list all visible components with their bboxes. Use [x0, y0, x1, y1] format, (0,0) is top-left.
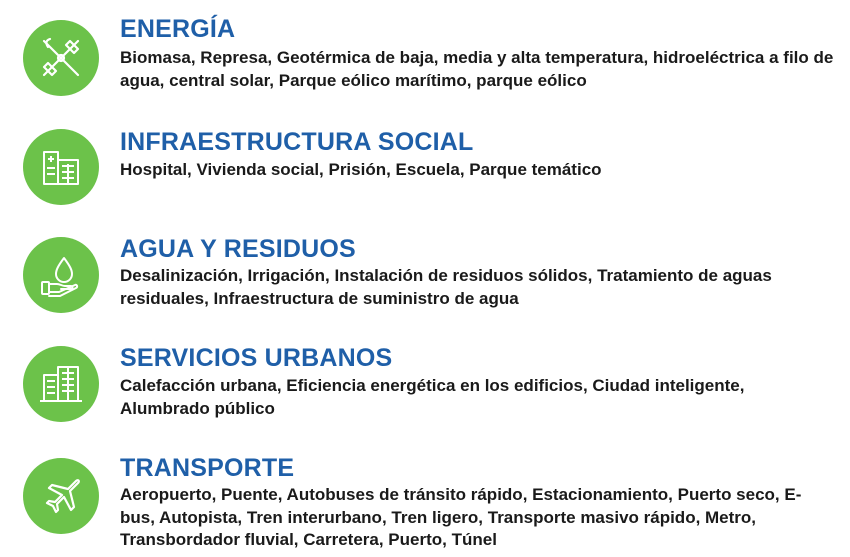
airplane-icon — [36, 471, 86, 521]
urban-circle — [23, 346, 99, 422]
section-description: Aeropuerto, Puente, Autobuses de tránsito rápido, Estacionamiento, Puerto seco, E-bus, Autopista, Tren interurbano, Tren ligero, Transporte masivo rápido, Metro, Transbordador fluvial, Carretera, Puerto, Túnel — [120, 485, 802, 549]
transport-circle — [23, 458, 99, 534]
section-description: Biomasa, Represa, Geotérmica de baja, media y alta temperatura, hidroeléctrica a filo de agua, central solar, Parque eólico marítimo, parque eólico — [120, 48, 834, 90]
section-description: Hospital, Vivienda social, Prisión, Escuela, Parque temático — [120, 160, 602, 179]
wind-turbine-icon — [36, 33, 86, 83]
social-circle — [23, 129, 99, 205]
section-description: Desalinización, Irrigación, Instalación de residuos sólidos, Tratamiento de aguas residuales, Infraestructura de suministro de agua — [120, 266, 772, 308]
water-circle — [23, 237, 99, 313]
water-drop-hand-icon — [36, 250, 86, 300]
section-title: TRANSPORTE — [120, 454, 295, 482]
city-buildings-icon — [36, 359, 86, 409]
section-title: ENERGÍA — [120, 15, 236, 43]
energy-circle — [23, 20, 99, 96]
section-title: INFRAESTRUCTURA SOCIAL — [120, 128, 474, 156]
section-title: SERVICIOS URBANOS — [120, 344, 393, 372]
section-description: Calefacción urbana, Eficiencia energética en los edificios, Ciudad inteligente, Alumbrado público — [120, 376, 745, 418]
hospital-building-icon — [36, 142, 86, 192]
section-title: AGUA Y RESIDUOS — [120, 235, 356, 263]
